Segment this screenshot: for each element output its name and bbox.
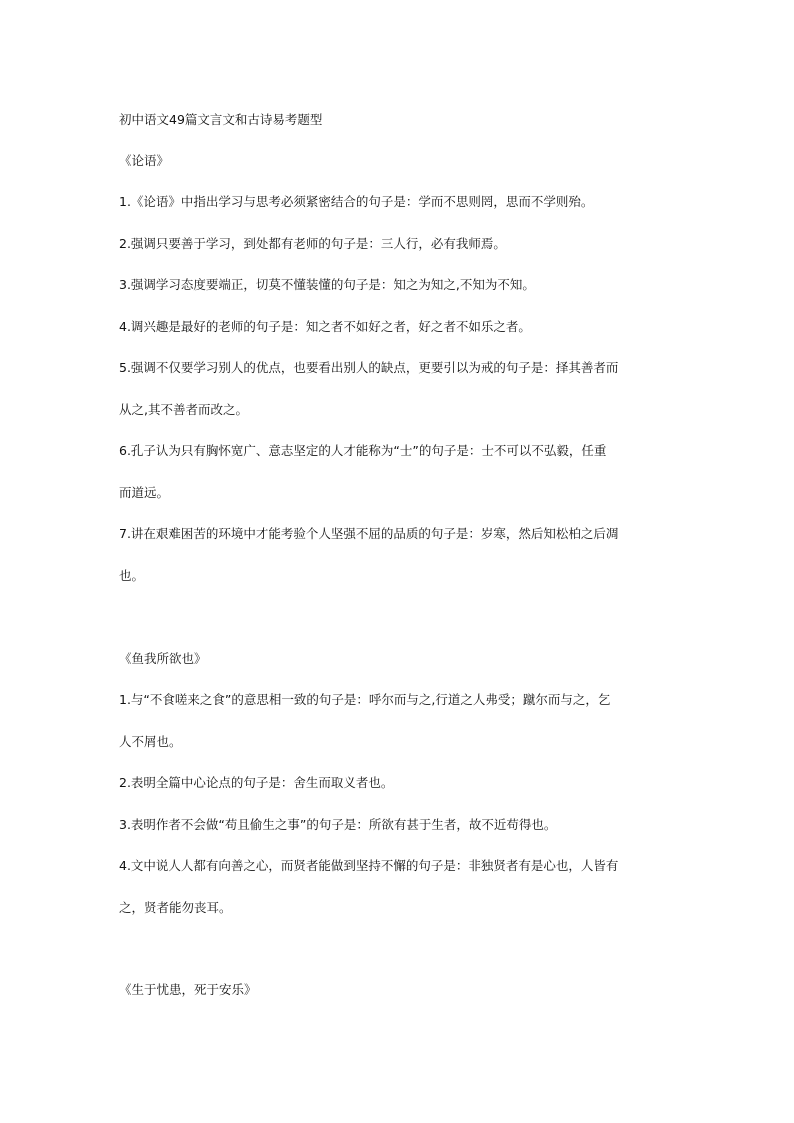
text-line: 3.强调学习态度要端正，切莫不懂装懂的句子是：知之为知之,不知为不知。 — [119, 277, 535, 292]
text-line: 1.与“不食嗟来之食”的意思相一致的句子是：呼尔而与之,行道之人弗受；蹴尔而与之，乞 — [119, 692, 611, 707]
text-line: 1.《论语》中指出学习与思考必须紧密结合的句子是：学而不思则罔，思而不学则殆。 — [119, 194, 594, 209]
text-line: 从之,其不善者而改之。 — [119, 402, 248, 417]
text-line: 4.调兴趣是最好的老师的句子是：知之者不如好之者，好之者不如乐之者。 — [119, 319, 531, 334]
document-title: 初中语文49篇文言文和古诗易考题型 — [119, 112, 323, 127]
text-line: 2.表明全篇中心论点的句子是：舍生而取义者也。 — [119, 775, 394, 790]
text-line: 而道远。 — [119, 485, 170, 500]
text-line: 7.讲在艰难困苦的环境中才能考验个人坚强不屈的品质的句子是：岁寒，然后知松柏之后凋 — [119, 526, 619, 541]
text-line: 5.强调不仅要学习别人的优点，也要看出别人的缺点，更要引以为戒的句子是：择其善者而 — [119, 360, 619, 375]
section-heading-shengyuyouhuan: 《生于忧患，死于安乐》 — [119, 982, 257, 997]
text-line: 4.文中说人人都有向善之心，而贤者能做到坚持不懈的句子是：非独贤者有是心也，人皆有 — [119, 858, 619, 873]
section-heading-lunyu: 《论语》 — [119, 153, 170, 168]
text-line: 之，贤者能勿丧耳。 — [119, 900, 232, 915]
text-line: 人不屑也。 — [119, 734, 182, 749]
text-line: 2.强调只要善于学习，到处都有老师的句子是：三人行，必有我师焉。 — [119, 236, 506, 251]
text-line: 也。 — [119, 568, 145, 583]
text-line: 3.表明作者不会做“苟且偷生之事”的句子是：所欲有甚于生者，故不近苟得也。 — [119, 817, 557, 832]
section-heading-yuwosuoyuye: 《鱼我所欲也》 — [119, 651, 207, 666]
text-line: 6.孔子认为只有胸怀宽广、意志坚定的人才能称为“士”的句子是：士不可以不弘毅，任重 — [119, 443, 607, 458]
